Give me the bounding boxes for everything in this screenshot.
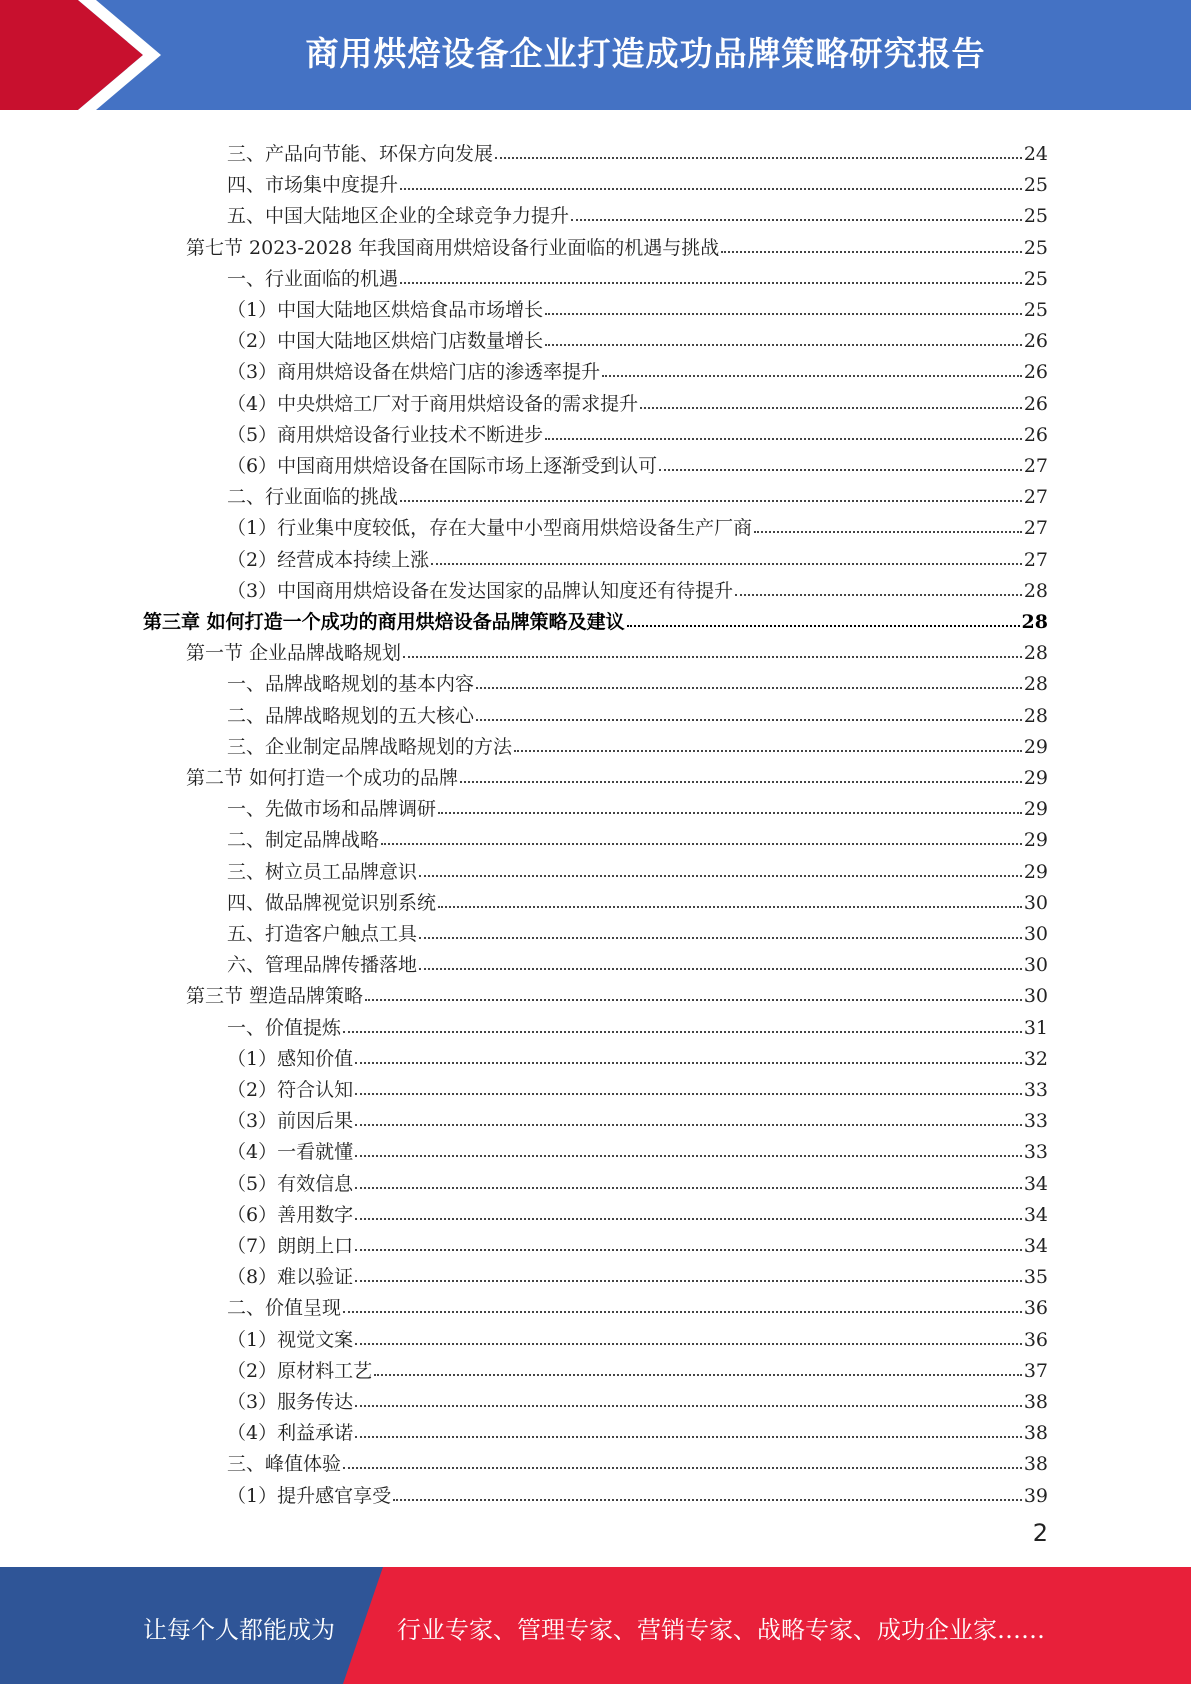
toc-entry-label: 五、打造客户触点工具 (227, 923, 418, 945)
toc-dot-leader (400, 469, 1022, 502)
toc-entry[interactable] (227, 689, 1048, 727)
toc-entry-label: 三、峰值体验 (227, 1453, 342, 1476)
toc-entry-page: 26 (1023, 361, 1048, 384)
toc-entry-page: 39 (1023, 1484, 1048, 1507)
toc-dot-leader (640, 376, 1022, 409)
toc-entry-label: 第七节 2023-2028 年我国商用烘焙设备行业面临的机遇与挑战 (186, 236, 720, 259)
toc-entry[interactable] (227, 938, 1048, 977)
toc-entry-label: 三、树立员工品牌意识 (227, 860, 418, 883)
toc-entry-label: 四、市场集中度提升 (227, 174, 399, 197)
toc-entry-label: 二、制定品牌战略 (227, 829, 380, 852)
toc-entry-page: 36 (1023, 1328, 1048, 1351)
toc-entry[interactable] (227, 345, 1048, 384)
toc-entry-page: 29 (1023, 860, 1048, 883)
toc-entry-page: 27 (1023, 517, 1048, 540)
toc-entry-label: （2）符合认知 (227, 1079, 354, 1101)
toc-entry-label: （3）前因后果 (227, 1110, 354, 1133)
toc-dot-leader (355, 1062, 1022, 1095)
toc-entry[interactable] (227, 314, 1048, 353)
toc-dot-leader (735, 563, 1022, 596)
toc-entry-page: 28 (1023, 579, 1048, 602)
toc-entry-page: 34 (1023, 1235, 1048, 1257)
toc-entry-page: 34 (1023, 1203, 1048, 1226)
toc-dot-leader (659, 438, 1022, 471)
toc-entry[interactable] (186, 751, 1048, 789)
toc-entry-label: （1）感知价值 (227, 1047, 354, 1070)
toc-entry[interactable] (227, 1063, 1048, 1101)
toc-entry-page: 29 (1023, 798, 1048, 821)
toc-entry[interactable] (227, 377, 1048, 415)
toc-entry[interactable] (227, 1437, 1048, 1476)
toc-dot-leader (476, 656, 1022, 689)
toc-entry-page: 37 (1023, 1359, 1048, 1382)
toc-dot-leader (365, 968, 1022, 1001)
toc-entry-page: 31 (1023, 1016, 1048, 1039)
toc-dot-leader (545, 313, 1022, 346)
toc-entry-label: （3）中国商用烘焙设备在发达国家的品牌认知度还有待提升 (227, 579, 734, 602)
toc-entry-page: 26 (1023, 423, 1048, 446)
toc-entry-page: 25 (1023, 267, 1048, 290)
toc-entry-page: 27 (1023, 486, 1048, 509)
toc-dot-leader (571, 188, 1022, 221)
toc-dot-leader (355, 1218, 1022, 1251)
toc-dot-leader (476, 688, 1022, 721)
toc-entry-page: 36 (1023, 1297, 1048, 1320)
toc-entry-label: 四、做品牌视觉识别系统 (227, 891, 437, 914)
toc-dot-leader (343, 1000, 1022, 1033)
toc-entry-page: 25 (1023, 205, 1048, 228)
toc-entry-label: 二、价值呈现 (227, 1297, 342, 1320)
toc-entry[interactable] (186, 626, 1048, 665)
toc-dot-leader (355, 1187, 1022, 1220)
toc-entry-page: 28 (1023, 673, 1048, 696)
toc-entry-page: 27 (1023, 548, 1048, 571)
toc-entry-page: 28 (1021, 611, 1048, 633)
footer-slogan-left: 让每个人都能成为 (143, 1616, 335, 1644)
toc-entry-label: 三、企业制定品牌战略规划的方法 (227, 735, 513, 758)
toc-entry-label: （1）提升感官享受 (227, 1484, 392, 1507)
toc-entry-label: （7）朗朗上口 (227, 1235, 354, 1257)
toc-dot-leader (400, 157, 1022, 190)
toc-entry-label: 一、行业面临的机遇 (227, 267, 399, 290)
toc-entry-label: （3）商用烘焙设备在烘焙门店的渗透率提升 (227, 361, 601, 384)
page-number: 2 (1032, 1519, 1048, 1547)
toc-entry-page: 28 (1023, 642, 1048, 665)
toc-entry[interactable] (227, 158, 1048, 197)
toc-entry-label: （4）一看就懂 (227, 1141, 354, 1164)
toc-entry-label: 六、管理品牌传播落地 (227, 954, 418, 977)
toc-entry-label: （1）行业集中度较低，存在大量中小型商用烘焙设备生产厂商 (227, 517, 753, 540)
toc-entry-label: （6）善用数字 (227, 1203, 354, 1226)
toc-entry-label: 二、行业面临的挑战 (227, 486, 399, 509)
toc-entry-page: 29 (1023, 829, 1048, 852)
toc-entry-page: 38 (1023, 1422, 1048, 1445)
toc-entry-page: 28 (1023, 704, 1048, 727)
toc-entry[interactable] (227, 1157, 1048, 1195)
toc-entry-label: （2）经营成本持续上涨 (227, 548, 430, 571)
toc-entry[interactable] (227, 283, 1048, 321)
toc-dot-leader (431, 532, 1022, 565)
toc-entry[interactable] (227, 439, 1048, 477)
toc-entry-page: 33 (1023, 1110, 1048, 1133)
toc-entry[interactable] (186, 221, 1048, 259)
toc-dot-leader (355, 1124, 1022, 1157)
header-banner (0, 0, 1191, 110)
toc-entry[interactable] (227, 907, 1048, 945)
toc-entry-label: 一、先做市场和品牌调研 (227, 798, 437, 821)
toc-entry[interactable] (227, 564, 1048, 602)
toc-entry-label: 第三节 塑造品牌策略 (186, 985, 364, 1008)
toc-entry[interactable] (186, 969, 1048, 1008)
toc-dot-leader (393, 1468, 1022, 1501)
toc-dot-leader (355, 1156, 1022, 1189)
toc-entry[interactable] (227, 720, 1048, 758)
toc-dot-leader (403, 625, 1022, 658)
toc-entry-label: （5）有效信息 (227, 1172, 354, 1195)
toc-entry-label: 五、中国大陆地区企业的全球竞争力提升 (227, 205, 570, 228)
toc-dot-leader (419, 906, 1022, 939)
toc-entry[interactable] (227, 1001, 1048, 1039)
toc-entry[interactable] (227, 782, 1048, 821)
toc-entry[interactable] (227, 470, 1048, 509)
toc-entry[interactable] (227, 1375, 1048, 1413)
toc-entry-page: 34 (1023, 1172, 1048, 1195)
toc-entry-label: （1）视觉文案 (227, 1328, 354, 1351)
toc-dot-leader (545, 282, 1022, 315)
toc-dot-leader (355, 1093, 1022, 1126)
toc-entry-label: 第三章 如何打造一个成功的商用烘焙设备品牌策略及建议 (143, 611, 625, 633)
toc-entry[interactable] (227, 533, 1048, 571)
toc-entry[interactable] (227, 1250, 1048, 1289)
toc-entry-page: 30 (1023, 923, 1048, 945)
footer-banner (0, 1567, 1191, 1684)
toc-entry-label: （4）利益承诺 (227, 1422, 354, 1445)
toc-entry[interactable] (227, 876, 1048, 914)
toc-dot-leader (355, 1249, 1022, 1282)
toc-dot-leader (355, 1312, 1022, 1345)
toc-entry[interactable] (227, 1032, 1048, 1070)
toc-dot-leader (355, 1031, 1022, 1064)
toc-entry-label: （1）中国大陆地区烘焙食品市场增长 (227, 299, 544, 321)
toc-entry-label: 一、价值提炼 (227, 1016, 342, 1039)
toc-entry[interactable] (227, 1469, 1048, 1507)
toc-entry-label: 三、产品向节能、环保方向发展 (227, 143, 494, 165)
toc-entry[interactable] (227, 1125, 1048, 1164)
toc-entry-label: （6）中国商用烘焙设备在国际市场上逐渐受到认可 (227, 455, 658, 477)
toc-entry[interactable] (227, 501, 1048, 540)
toc-entry[interactable] (227, 1313, 1048, 1351)
toc-entry[interactable] (227, 1094, 1048, 1133)
toc-entry-page: 30 (1023, 954, 1048, 977)
toc-entry[interactable] (227, 252, 1048, 290)
toc-dot-leader (343, 1436, 1022, 1469)
toc-entry-page: 25 (1023, 174, 1048, 197)
toc-entry-page: 33 (1023, 1141, 1048, 1164)
toc-entry[interactable] (227, 813, 1048, 852)
toc-entry-label: 一、品牌战略规划的基本内容 (227, 673, 475, 696)
toc-entry[interactable] (227, 1406, 1048, 1445)
toc-entry-label: （8）难以验证 (227, 1266, 354, 1289)
toc-entry[interactable] (227, 189, 1048, 228)
toc-dot-leader (602, 344, 1022, 377)
toc-entry[interactable] (227, 1188, 1048, 1226)
toc-entry-label: （3）服务传达 (227, 1391, 354, 1413)
toc-entry-page: 32 (1023, 1047, 1048, 1070)
toc-dot-leader (514, 719, 1022, 752)
toc-dot-leader (460, 750, 1022, 783)
toc-dot-leader (400, 251, 1022, 284)
toc-entry-page: 26 (1023, 392, 1048, 415)
toc-dot-leader (627, 594, 1020, 627)
toc-entry-label: （2）原材料工艺 (227, 1359, 373, 1382)
toc-entry[interactable] (227, 845, 1048, 883)
toc-dot-leader (495, 126, 1022, 159)
toc-entry-page: 25 (1023, 299, 1048, 321)
toc-dot-leader (419, 844, 1022, 877)
toc-dot-leader (355, 1405, 1022, 1438)
toc-dot-leader (754, 500, 1022, 533)
toc-dot-leader (374, 1343, 1022, 1376)
toc-entry-page: 24 (1023, 143, 1048, 165)
toc-entry-page: 38 (1023, 1453, 1048, 1476)
toc-entry[interactable] (227, 408, 1048, 446)
toc-entry-page: 25 (1023, 236, 1048, 259)
toc-entry[interactable] (227, 657, 1048, 696)
document-title: 商用烘焙设备企业打造成功品牌策略研究报告 (305, 34, 986, 73)
toc-entry[interactable] (227, 127, 1048, 165)
toc-entry-label: （5）商用烘焙设备行业技术不断进步 (227, 423, 544, 446)
toc-dot-leader (721, 220, 1022, 253)
toc-entry-label: 二、品牌战略规划的五大核心 (227, 704, 475, 727)
toc-dot-leader (355, 1374, 1022, 1407)
toc-entry[interactable] (227, 1219, 1048, 1257)
toc-entry[interactable] (227, 1281, 1048, 1320)
toc-entry-page: 30 (1023, 891, 1048, 914)
toc-entry-page: 30 (1023, 985, 1048, 1008)
toc-dot-leader (438, 875, 1022, 908)
toc-entry-label: 第二节 如何打造一个成功的品牌 (186, 767, 459, 789)
toc-entry-label: （4）中央烘焙工厂对于商用烘焙设备的需求提升 (227, 392, 639, 415)
toc-entry-page: 29 (1023, 767, 1048, 789)
toc-dot-leader (438, 781, 1022, 814)
footer-slogan-right: 行业专家、管理专家、营销专家、战略专家、成功企业家…… (397, 1616, 1045, 1644)
toc-entry-label: 第一节 企业品牌战略规划 (186, 642, 402, 665)
toc-entry-page: 29 (1023, 735, 1048, 758)
toc-entry-page: 33 (1023, 1079, 1048, 1101)
toc-dot-leader (545, 407, 1022, 440)
toc-entry-page: 35 (1023, 1266, 1048, 1289)
toc-entry-label: （2）中国大陆地区烘焙门店数量增长 (227, 330, 544, 353)
toc-dot-leader (343, 1280, 1022, 1313)
toc-entry-page: 38 (1023, 1391, 1048, 1413)
toc-chapter-entry[interactable] (143, 595, 1048, 633)
toc-entry-page: 27 (1023, 455, 1048, 477)
toc-dot-leader (381, 812, 1022, 845)
toc-entry-page: 26 (1023, 330, 1048, 353)
toc-entry[interactable] (227, 1344, 1048, 1382)
toc-dot-leader (419, 937, 1022, 970)
